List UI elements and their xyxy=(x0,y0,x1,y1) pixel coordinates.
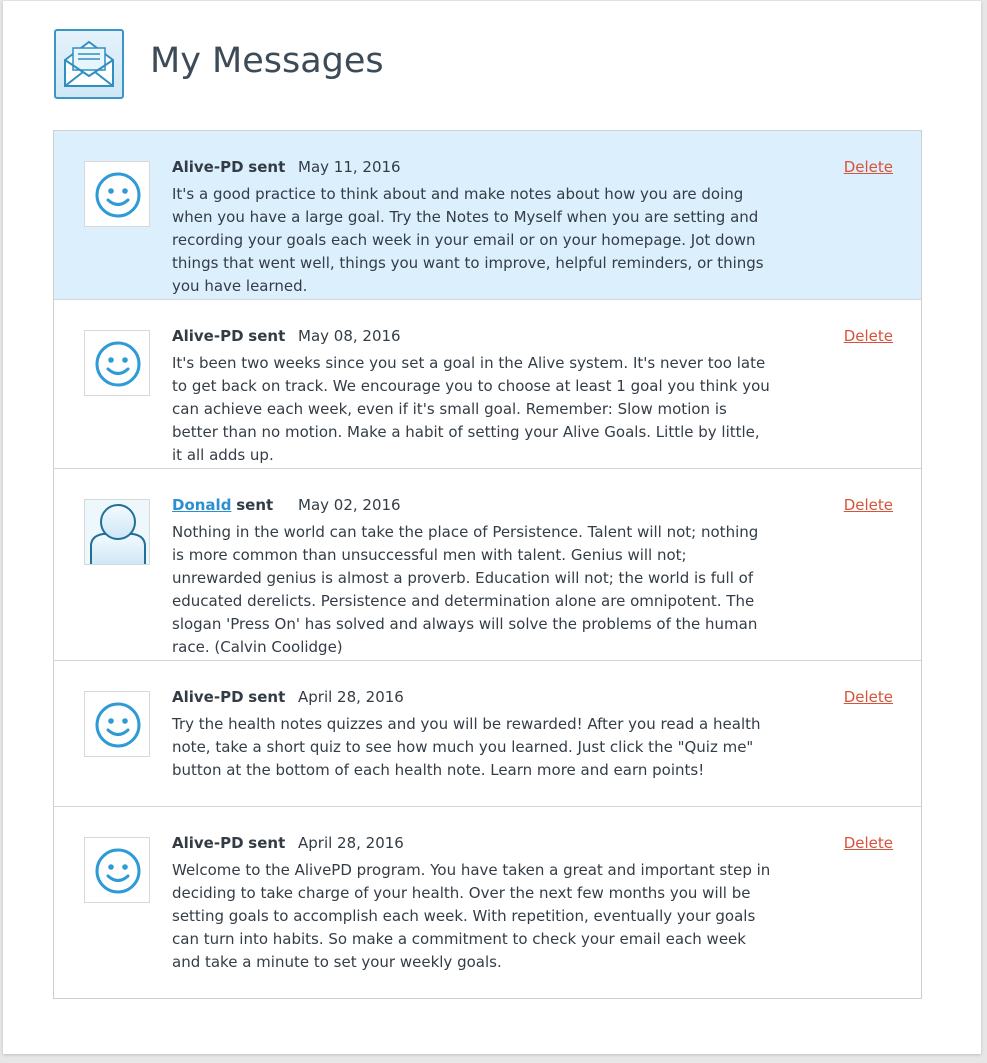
smiley-icon xyxy=(84,330,150,396)
message-body: Welcome to the AlivePD program. You have taken a great and important step in deciding to take charge of your health. Over the next few months you will be setting goals to accomplish each week. With repetition, eventually your goals can turn into habits. So make a commitment to check your email each week and take a minute to set your weekly goals. xyxy=(172,861,771,971)
envelope-icon xyxy=(54,29,124,99)
message-meta xyxy=(172,327,401,345)
message-item xyxy=(54,468,921,660)
smiley-icon xyxy=(84,837,150,903)
message-list xyxy=(53,130,922,999)
message-date: May 08, 2016 xyxy=(298,327,401,345)
message-meta xyxy=(172,158,401,176)
smiley-icon xyxy=(84,161,150,227)
sender-suffix: sent xyxy=(248,327,286,345)
delete-link[interactable]: Delete xyxy=(843,496,893,514)
message-item xyxy=(54,299,921,468)
delete-link[interactable]: Delete xyxy=(843,834,893,852)
message-body: It's been two weeks since you set a goal in the Alive system. It's never too late to get back on track. We encourage you to choose at least 1 goal you think you can achieve each week, even if it's small goal. Remember: Slow motion is better than no motion. Make a habit of setting your Alive Goals. Little by little, it all adds up. xyxy=(172,354,770,464)
sender-link[interactable]: Donald xyxy=(172,496,232,514)
sender-suffix: sent xyxy=(248,834,286,852)
message-item xyxy=(54,806,921,998)
message-meta xyxy=(172,496,401,514)
message-item xyxy=(54,660,921,806)
message-meta xyxy=(172,688,404,706)
delete-link[interactable]: Delete xyxy=(843,327,893,345)
sender-name: Alive-PD xyxy=(172,688,244,706)
message-body: Try the health notes quizzes and you will be rewarded! After you read a health note, take a short quiz to see how much you learned. Just click the "Quiz me" button at the bottom of each health note. Learn more and earn points! xyxy=(172,715,761,779)
page-title: My Messages xyxy=(150,41,384,81)
sender-name: Alive-PD xyxy=(172,327,244,345)
delete-link[interactable]: Delete xyxy=(843,158,893,176)
message-meta xyxy=(172,834,404,852)
message-body: Nothing in the world can take the place of Persistence. Talent will not; nothing is more common than unsuccessful men with talent. Genius will not; unrewarded genius is almost a proverb. Education will not; the world is full of educated derelicts. Persistence and determination alone are omnipotent. The slogan 'Press On' has solved and always will solve the problems of the human race. (Calvin Coolidge) xyxy=(172,523,759,656)
sender-suffix: sent xyxy=(236,496,274,514)
message-date: May 02, 2016 xyxy=(298,496,401,514)
delete-link[interactable]: Delete xyxy=(843,688,893,706)
person-icon xyxy=(84,499,150,565)
message-date: April 28, 2016 xyxy=(298,834,404,852)
sender-name: Alive-PD xyxy=(172,158,244,176)
sender-name: Alive-PD xyxy=(172,834,244,852)
messages-card xyxy=(3,1,981,1054)
smiley-icon xyxy=(84,691,150,757)
message-date: April 28, 2016 xyxy=(298,688,404,706)
sender-suffix: sent xyxy=(248,158,286,176)
sender-suffix: sent xyxy=(248,688,286,706)
message-body: It's a good practice to think about and make notes about how you are doing when you have a large goal. Try the Notes to Myself when you are setting and recording your goals each week in your email or on your homepage. Jot down things that went well, things you want to improve, helpful reminders, or things you have learned. xyxy=(172,185,764,295)
message-date: May 11, 2016 xyxy=(298,158,401,176)
message-item xyxy=(54,131,921,299)
